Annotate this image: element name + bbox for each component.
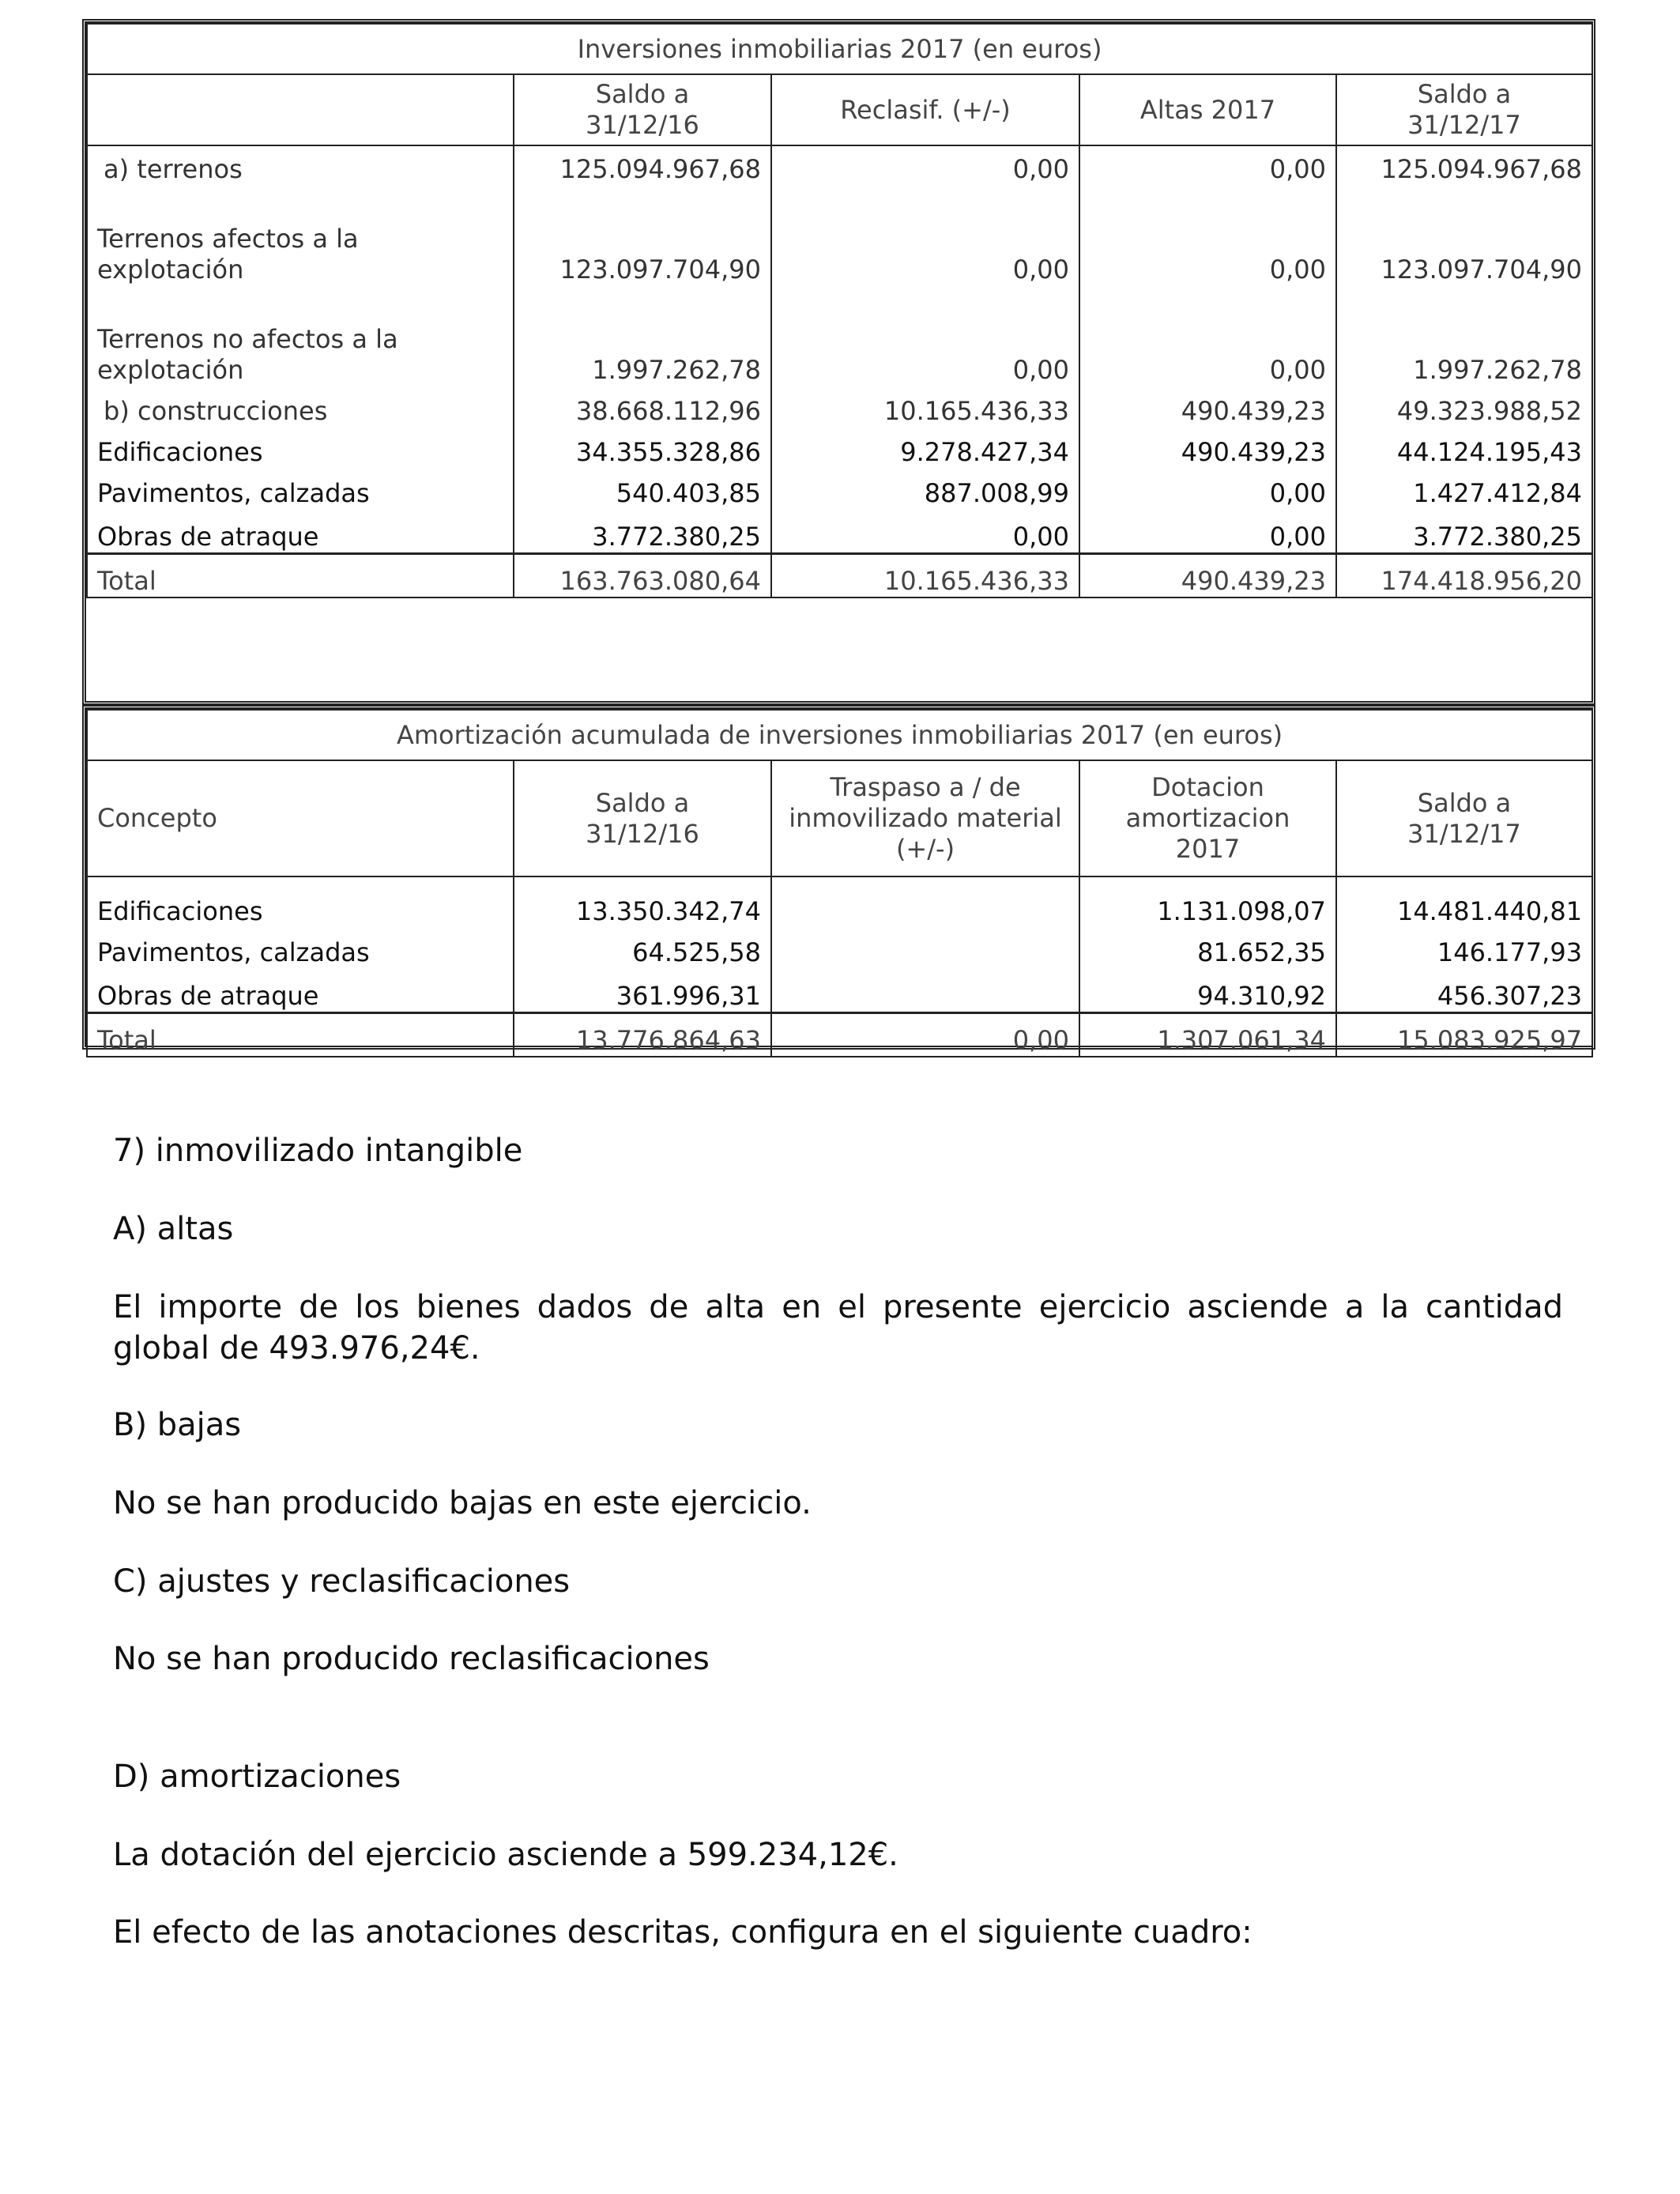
total-value: 13.776.864,63 bbox=[514, 1012, 771, 1057]
cell-value: 1.131.098,07 bbox=[1079, 876, 1336, 927]
total-value: 10.165.436,33 bbox=[771, 553, 1079, 598]
bajas-heading: B) bajas bbox=[113, 1407, 242, 1443]
cell-value: 456.307,23 bbox=[1336, 968, 1592, 1012]
row-label: Edificaciones bbox=[87, 876, 514, 927]
amortization-header-dotacion bbox=[1079, 760, 1336, 876]
header-line: 31/12/17 bbox=[1407, 818, 1521, 849]
row-label: Pavimentos, calzadas bbox=[87, 927, 514, 968]
cell-value: 490.439,23 bbox=[1079, 386, 1336, 427]
investments-table bbox=[86, 23, 1593, 598]
row-label: Obras de atraque bbox=[87, 509, 514, 553]
total-row bbox=[87, 553, 1592, 598]
amortizaciones-paragraph: La dotación del ejercicio asciende a 599.234,12€. bbox=[113, 1837, 898, 1873]
cell-value: 125.094.967,68 bbox=[514, 145, 771, 185]
cell-value: 146.177,93 bbox=[1336, 927, 1592, 968]
row-label: Edificaciones bbox=[87, 427, 514, 468]
cell-value: 0,00 bbox=[771, 185, 1079, 285]
cell-value: 44.124.195,43 bbox=[1336, 427, 1592, 468]
closing-paragraph: El efecto de las anotaciones descritas, configura en el siguiente cuadro: bbox=[113, 1914, 1252, 1951]
header-line: 31/12/16 bbox=[586, 110, 699, 140]
amortization-table-frame bbox=[82, 705, 1595, 1055]
header-line: 2017 bbox=[1175, 834, 1241, 864]
bajas-paragraph: No se han producido bajas en este ejercicio. bbox=[113, 1485, 812, 1521]
table-row bbox=[87, 386, 1592, 427]
cell-value bbox=[771, 876, 1079, 927]
cell-value: 9.278.427,34 bbox=[771, 427, 1079, 468]
cell-value: 64.525,58 bbox=[514, 927, 771, 968]
header-line: 31/12/16 bbox=[586, 818, 699, 849]
cell-value: 361.996,31 bbox=[514, 968, 771, 1012]
header-line: Traspaso a / de bbox=[830, 772, 1021, 802]
cell-value: 0,00 bbox=[1079, 185, 1336, 285]
cell-value: 94.310,92 bbox=[1079, 968, 1336, 1012]
cell-value: 0,00 bbox=[1079, 468, 1336, 509]
header-line: Saldo a bbox=[595, 79, 690, 109]
amortization-header-concepto: Concepto bbox=[87, 760, 514, 876]
table-row bbox=[87, 927, 1592, 968]
total-value: 15.083.925,97 bbox=[1336, 1012, 1592, 1057]
header-line: Saldo a bbox=[1417, 787, 1512, 818]
amortization-table bbox=[86, 709, 1593, 1057]
investments-header-blank bbox=[87, 74, 514, 145]
cell-value: 0,00 bbox=[771, 509, 1079, 553]
cell-value: 540.403,85 bbox=[514, 468, 771, 509]
table-row bbox=[87, 968, 1592, 1012]
amortization-header-saldo-2016 bbox=[514, 760, 771, 876]
table-row bbox=[87, 427, 1592, 468]
row-label: Terrenos afectos a la explotación bbox=[87, 185, 514, 285]
header-line: Saldo a bbox=[1417, 79, 1512, 109]
cell-value: 0,00 bbox=[1079, 285, 1336, 386]
header-line: inmovilizado material bbox=[789, 803, 1062, 833]
cell-value: 34.355.328,86 bbox=[514, 427, 771, 468]
total-value: 0,00 bbox=[771, 1012, 1079, 1057]
cell-value: 49.323.988,52 bbox=[1336, 386, 1592, 427]
cell-value: 13.350.342,74 bbox=[514, 876, 771, 927]
section-title: 7) inmovilizado intangible bbox=[113, 1133, 523, 1169]
cell-value bbox=[771, 968, 1079, 1012]
cell-value: 1.997.262,78 bbox=[514, 285, 771, 386]
table-row bbox=[87, 876, 1592, 927]
total-row bbox=[87, 1012, 1592, 1057]
investments-header-altas: Altas 2017 bbox=[1079, 74, 1336, 145]
cell-value: 1.997.262,78 bbox=[1336, 285, 1592, 386]
table-row bbox=[87, 185, 1592, 285]
cell-value: 125.094.967,68 bbox=[1336, 145, 1592, 185]
row-label: Terrenos no afectos a la explotación bbox=[87, 285, 514, 386]
cell-value: 3.772.380,25 bbox=[514, 509, 771, 553]
cell-value: 887.008,99 bbox=[771, 468, 1079, 509]
cell-value: 38.668.112,96 bbox=[514, 386, 771, 427]
cell-value: 14.481.440,81 bbox=[1336, 876, 1592, 927]
header-line: 31/12/17 bbox=[1407, 110, 1521, 140]
investments-header-saldo-2016 bbox=[514, 74, 771, 145]
investments-table-caption: Inversiones inmobiliarias 2017 (en euros) bbox=[87, 24, 1592, 74]
header-line: Saldo a bbox=[595, 787, 690, 818]
total-value: 1.307.061,34 bbox=[1079, 1012, 1336, 1057]
cell-value: 0,00 bbox=[1079, 509, 1336, 553]
total-value: 174.418.956,20 bbox=[1336, 553, 1592, 598]
table-row bbox=[87, 285, 1592, 386]
total-label: Total bbox=[87, 1012, 514, 1057]
amortization-table-caption: Amortización acumulada de inversiones inmobiliarias 2017 (en euros) bbox=[87, 710, 1592, 760]
ajustes-heading: C) ajustes y reclasificaciones bbox=[113, 1563, 571, 1600]
amortization-header-traspaso bbox=[771, 760, 1079, 876]
table-row bbox=[87, 468, 1592, 509]
investments-header-saldo-2017 bbox=[1336, 74, 1592, 145]
cell-value: 490.439,23 bbox=[1079, 427, 1336, 468]
investments-table-frame bbox=[82, 19, 1595, 705]
row-label: a) terrenos bbox=[87, 145, 514, 185]
table-row bbox=[87, 509, 1592, 553]
investments-header-reclasif: Reclasif. (+/-) bbox=[771, 74, 1079, 145]
cell-value: 10.165.436,33 bbox=[771, 386, 1079, 427]
altas-heading: A) altas bbox=[113, 1211, 234, 1247]
cell-value: 1.427.412,84 bbox=[1336, 468, 1592, 509]
altas-paragraph: El importe de los bienes dados de alta en el presente ejercicio asciende a la cantidad global de 493.976,24€. bbox=[113, 1289, 1563, 1367]
header-line: (+/-) bbox=[895, 834, 955, 864]
amortizaciones-heading: D) amortizaciones bbox=[113, 1759, 401, 1795]
header-line: Dotacion bbox=[1151, 772, 1264, 802]
row-label: Pavimentos, calzadas bbox=[87, 468, 514, 509]
cell-value: 81.652,35 bbox=[1079, 927, 1336, 968]
row-label: b) construcciones bbox=[87, 386, 514, 427]
row-label: Obras de atraque bbox=[87, 968, 514, 1012]
total-label: Total bbox=[87, 553, 514, 598]
ajustes-paragraph: No se han producido reclasificaciones bbox=[113, 1641, 710, 1677]
cell-value: 123.097.704,90 bbox=[514, 185, 771, 285]
total-value: 163.763.080,64 bbox=[514, 553, 771, 598]
header-line: amortizacion bbox=[1125, 803, 1290, 833]
cell-value: 3.772.380,25 bbox=[1336, 509, 1592, 553]
cell-value: 123.097.704,90 bbox=[1336, 185, 1592, 285]
total-value: 490.439,23 bbox=[1079, 553, 1336, 598]
table-row bbox=[87, 145, 1592, 185]
amortization-header-saldo-2017 bbox=[1336, 760, 1592, 876]
cell-value: 0,00 bbox=[1079, 145, 1336, 185]
cell-value: 0,00 bbox=[771, 145, 1079, 185]
cell-value: 0,00 bbox=[771, 285, 1079, 386]
cell-value bbox=[771, 927, 1079, 968]
